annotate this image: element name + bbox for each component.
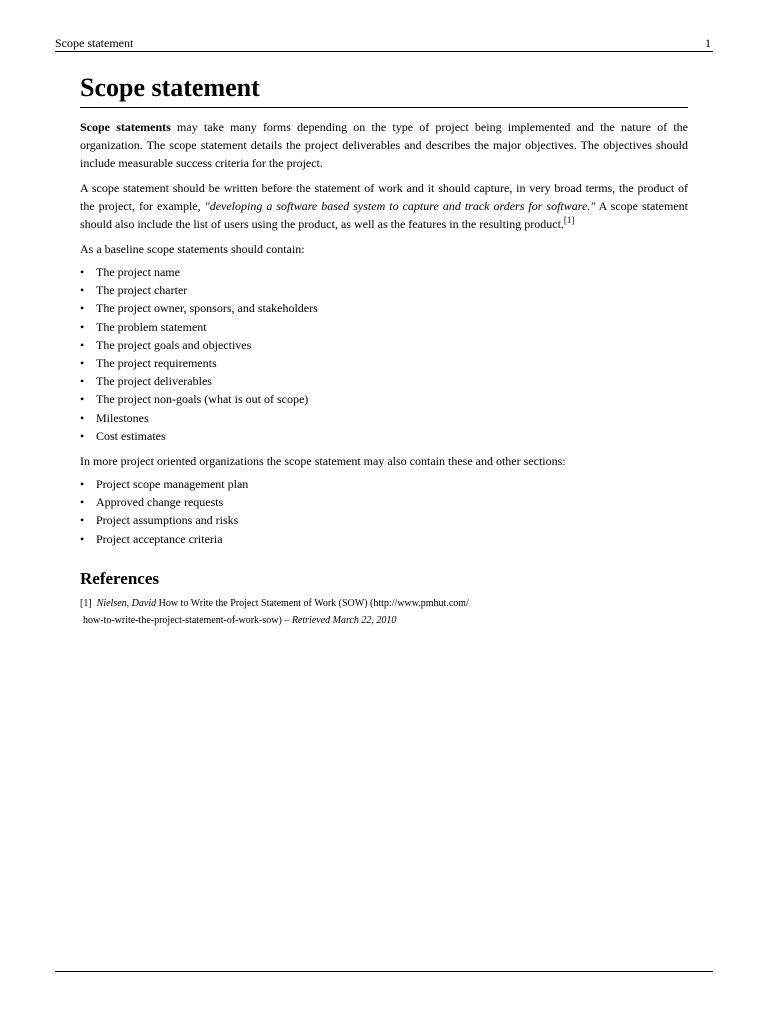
bullet-icon: •: [80, 374, 85, 389]
list-item: • Cost estimates: [80, 427, 688, 445]
page-number: 1: [705, 36, 711, 50]
article-title: Scope statement: [80, 72, 688, 108]
references-heading: References: [80, 568, 159, 588]
citation-link[interactable]: [1]: [563, 215, 575, 225]
reference-author: Nielsen, David: [96, 597, 157, 609]
bullet-icon: •: [80, 265, 85, 279]
reference-retrieved: Retrieved March 22, 2010: [291, 614, 397, 626]
bullet-icon: •: [80, 477, 85, 492]
footer-rule: [55, 971, 713, 972]
reference-link-continued[interactable]: how-to-write-the-project-statement-of-work-sow): [83, 614, 282, 626]
reference-link[interactable]: How to Write the Project Statement of Work (SOW) (http://www.pmhut.com/: [156, 597, 469, 609]
bullet-icon: •: [80, 319, 85, 334]
bullet-icon: •: [80, 495, 85, 510]
reference-item: [80, 595, 688, 629]
list-item: • The project non-goals (what is out of scope): [80, 390, 688, 408]
list-item: • Approved change requests: [80, 493, 688, 511]
list-item: • Project acceptance criteria: [80, 530, 688, 548]
reference-line-1: [80, 595, 688, 612]
baseline-intro: As a baseline scope statements should contain:: [80, 242, 305, 256]
scope-text-start: A scope statement should be written before the statement of work and it should capture, in very broad terms, the product of the project, for example,: [80, 181, 688, 213]
scope-text-end: A scope statement should also include the list of users using the product, as well as the features in the resulting product.: [80, 199, 688, 231]
list-item: • Project assumptions and risks: [80, 511, 688, 529]
bullet-icon: •: [80, 283, 85, 298]
intro-bold-term: Scope statements: [80, 120, 171, 134]
list-item: • The project deliverables: [80, 372, 688, 390]
bullet-icon: •: [80, 337, 85, 352]
extra-sections-list: [80, 475, 688, 548]
bullet-icon: •: [80, 356, 85, 371]
bullet-icon: •: [80, 513, 85, 528]
list-item: • The project requirements: [80, 354, 688, 372]
bullet-icon: •: [80, 428, 85, 443]
scope-example-quote: "developing a software based system to capture and track orders for software.": [204, 199, 596, 213]
list-item: • Project scope management plan: [80, 475, 688, 493]
bullet-icon: •: [80, 410, 85, 425]
bullet-icon: •: [80, 531, 85, 546]
extra-sections-intro: In more project oriented organizations the scope statement may also contain these and other sections:: [80, 454, 566, 469]
running-header: [55, 36, 713, 52]
reference-line-2: [80, 612, 688, 629]
intro-text: may take many forms depending on the type of project being implemented and the nature of the organization. The scope statement details the project deliverables and describes the major objectives. The objectives should include measurable success criteria for the project.: [80, 120, 689, 170]
list-item: • The project goals and objectives: [80, 336, 688, 354]
list-item: • The project name: [80, 263, 688, 281]
list-item: • The project charter: [80, 281, 688, 299]
reference-number: [1]: [80, 597, 92, 609]
list-item: • The problem statement: [80, 318, 688, 336]
list-item: • The project owner, sponsors, and stakeholders: [80, 299, 688, 317]
baseline-list: [80, 263, 688, 445]
intro-paragraph: [80, 118, 688, 172]
list-item: • Milestones: [80, 409, 688, 427]
scope-paragraph: [80, 179, 688, 233]
running-header-title: Scope statement: [55, 36, 134, 50]
reference-dash: –: [281, 614, 292, 626]
bullet-icon: •: [80, 301, 85, 316]
article-body: [80, 72, 688, 629]
bullet-icon: •: [80, 392, 85, 407]
